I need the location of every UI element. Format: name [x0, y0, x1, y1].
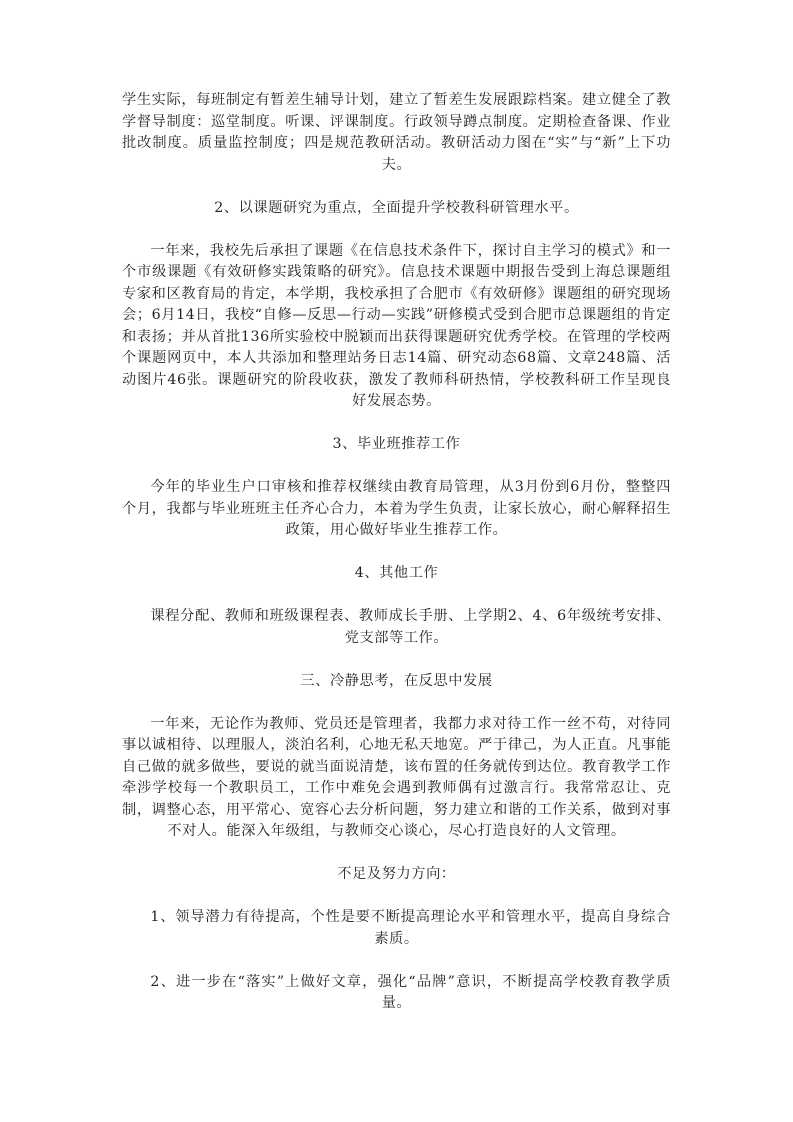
heading-other-work: 4、其他工作 — [354, 565, 439, 581]
paragraph-other-work: 课程分配、教师和班级课程表、教师成长手册、上学期2、4、6年级统考安排、党支部等工作。 — [150, 608, 671, 646]
paragraph-graduation: 今年的毕业生户口审核和推荐权继续由教育局管理，从3月份到6月份，整整四个月，我都与毕业班班主任齐心合力，本着为学生负责，让家长放心，耐心解释招生政策，用心做好毕业生推荐工作。 — [122, 479, 671, 538]
heading-reflection: 三、冷静思考，在反思中发展 — [300, 672, 493, 689]
paragraph-research: 一年来，我校先后承担了课题《在信息技术条件下，探讨自主学习的模式》和一个市级课题《有效研修实践策略的研究》。信息技术课题中期报告受到上海总课题组专家和区教育局的肯定，本学期，我校承担了合肥市《有效研修》课题组的研究现场会；6月14日，我校“自修—反思—行动—实践”研修模式受到合肥市总课题组的肯定和表扬；并从首批136所实验校中脱颖而出获得课题研究优秀学校。在管理的学校两个课题网页中，本人共添加和整理站务日志14篇、研究动态68篇、文章248篇、活动图片46张。课题研究的阶段收获，激发了教师科研热情，学校教科研工作呈现良好发展态势。 — [122, 242, 671, 409]
heading-shortcomings: 不足及努力方向： — [337, 866, 456, 882]
paragraph-school-systems: 学生实际，每班制定有暂差生辅导计划，建立了暂差生发展跟踪档案。建立健全了教学督导制度：巡堂制度。听课、评课制度。行政领导蹲点制度。定期检查备课、作业批改制度。质量监控制度；四是规范教研活动。教研活动力图在“实”与“新”上下功夫。 — [122, 92, 671, 173]
heading-research: 2、以课题研究为重点，全面提升学校教科研管理水平。 — [214, 199, 579, 216]
paragraph-shortcoming-1: 1、领导潜力有待提高，个性是要不断提高理论水平和管理水平，提高自身综合素质。 — [150, 909, 671, 947]
paragraph-reflection: 一年来，无论作为教师、党员还是管理者，我都力求对待工作一丝不苟，对待同事以诚相待、以理服人，淡泊名利，心地无私天地宽。严于律己，为人正直。凡事能自己做的就多做些，要说的就当面说清楚，该布置的任务就传到达位。教育教学工作牵涉学校每一个教职员工，工作中难免会遇到教师偶有过激言行。我常常忍让、克制，调整心态，用平常心、宽容心去分析问题，努力建立和谐的工作关系，做到对事不对人。能深入年级组，与教师交心谈心，尽心打造良好的人文管理。 — [122, 715, 671, 839]
document-page — [122, 90, 671, 1036]
heading-graduation: 3、毕业班推荐工作 — [332, 436, 461, 452]
paragraph-shortcoming-2: 2、进一步在“落实”上做好文章，强化“品牌”意识，不断提高学校教育教学质量。 — [150, 973, 671, 1011]
